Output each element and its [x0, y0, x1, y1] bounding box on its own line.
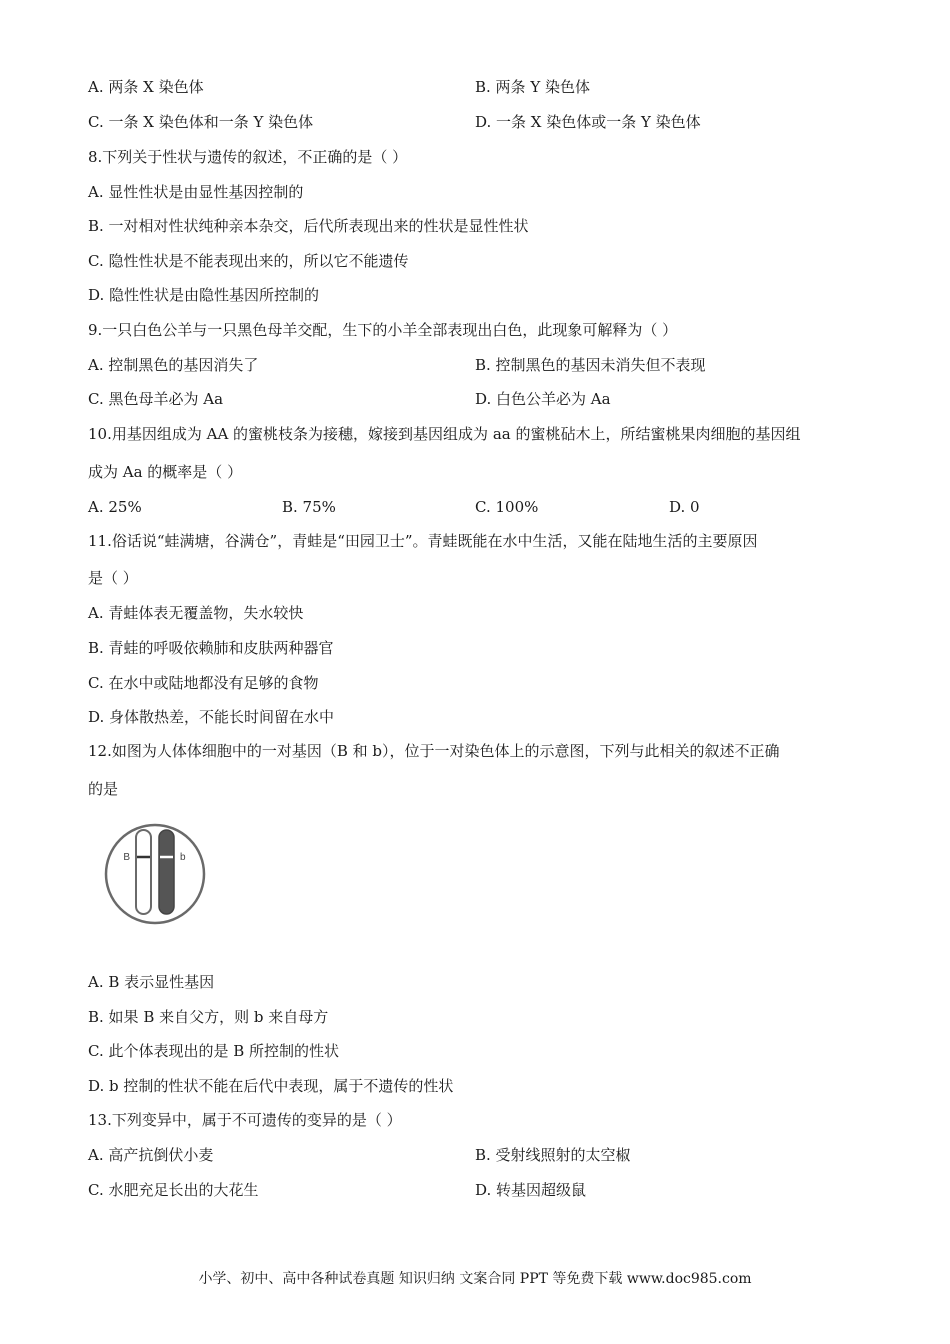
q12-stem-line2: 的是: [88, 780, 119, 798]
q11-stem-line1: 11.俗话说“蛙满塘，谷满仓”，青蛙是“田园卫士”。青蛙既能在水中生活，又能在陆地生活的主要原因: [88, 532, 758, 550]
q9-option-a: A. 控制黑色的基因消失了: [88, 356, 259, 374]
page-footer: 小学、初中、高中各种试卷真题 知识归纳 文案合同 PPT 等免费下载 www.doc985.com: [198, 1271, 752, 1287]
q10-option-b: B. 75%: [282, 498, 336, 516]
q10-stem-line2: 成为 Aa 的概率是（ ）: [88, 463, 243, 481]
q7-option-b: B. 两条 Y 染色体: [475, 78, 590, 96]
q13-option-b: B. 受射线照射的太空椒: [475, 1146, 631, 1164]
gene-label-B: B: [123, 852, 130, 863]
q7-option-d: D. 一条 X 染色体或一条 Y 染色体: [475, 113, 701, 131]
q10-option-a: A. 25%: [88, 498, 142, 516]
q7-option-a: A. 两条 X 染色体: [88, 78, 204, 96]
q8-option-c: C. 隐性性状是不能表现出来的，所以它不能遗传: [88, 252, 409, 270]
q8-option-a: A. 显性性状是由显性基因控制的: [88, 183, 304, 201]
chromosome-right: [159, 830, 174, 914]
q13-stem: 13.下列变异中，属于不可遗传的变异的是（ ）: [88, 1111, 402, 1129]
q8-option-b: B. 一对相对性状纯种亲本杂交，后代所表现出来的性状是显性性状: [88, 217, 529, 235]
q10-option-c: C. 100%: [475, 498, 539, 516]
q13-option-a: A. 高产抗倒伏小麦: [88, 1146, 214, 1164]
q11-option-b: B. 青蛙的呼吸依赖肺和皮肤两种器官: [88, 639, 334, 657]
q9-stem: 9.一只白色公羊与一只黑色母羊交配，生下的小羊全部表现出白色，此现象可解释为（ ）: [88, 321, 678, 339]
q13-option-c: C. 水肥充足长出的大花生: [88, 1181, 259, 1199]
q10-option-d: D. 0: [669, 498, 700, 516]
q12-option-d: D. b 控制的性状不能在后代中表现，属于不遗传的性状: [88, 1077, 454, 1095]
q9-option-c: C. 黑色母羊必为 Aa: [88, 390, 224, 408]
q11-option-c: C. 在水中或陆地都没有足够的食物: [88, 674, 319, 692]
figure-circle-outline: [106, 825, 204, 923]
q13-option-d: D. 转基因超级鼠: [475, 1181, 587, 1199]
chromosome-pair-figure: [100, 822, 210, 926]
q9-option-b: B. 控制黑色的基因未消失但不表现: [475, 356, 706, 374]
gene-label-b: b: [180, 852, 186, 863]
q9-option-d: D. 白色公羊必为 Aa: [475, 390, 611, 408]
q12-stem-line1: 12.如图为人体体细胞中的一对基因（B 和 b），位于一对染色体上的示意图，下列与此相关的叙述不正确: [88, 742, 780, 760]
q12-option-b: B. 如果 B 来自父方，则 b 来自母方: [88, 1008, 329, 1026]
q8-stem: 8.下列关于性状与遗传的叙述，不正确的是（ ）: [88, 148, 408, 166]
q11-option-a: A. 青蛙体表无覆盖物，失水较快: [88, 604, 304, 622]
q12-option-a: A. B 表示显性基因: [88, 973, 215, 991]
q8-option-d: D. 隐性性状是由隐性基因所控制的: [88, 286, 320, 304]
chromosome-left: [136, 830, 151, 914]
q11-option-d: D. 身体散热差，不能长时间留在水中: [88, 708, 335, 726]
q12-option-c: C. 此个体表现出的是 B 所控制的性状: [88, 1042, 340, 1060]
q10-stem-line1: 10.用基因组成为 AA 的蜜桃枝条为接穗，嫁接到基因组成为 aa 的蜜桃砧木上，所结蜜桃果肉细胞的基因组: [88, 425, 801, 443]
q7-option-c: C. 一条 X 染色体和一条 Y 染色体: [88, 113, 314, 131]
q11-stem-line2: 是（ ）: [88, 569, 138, 587]
